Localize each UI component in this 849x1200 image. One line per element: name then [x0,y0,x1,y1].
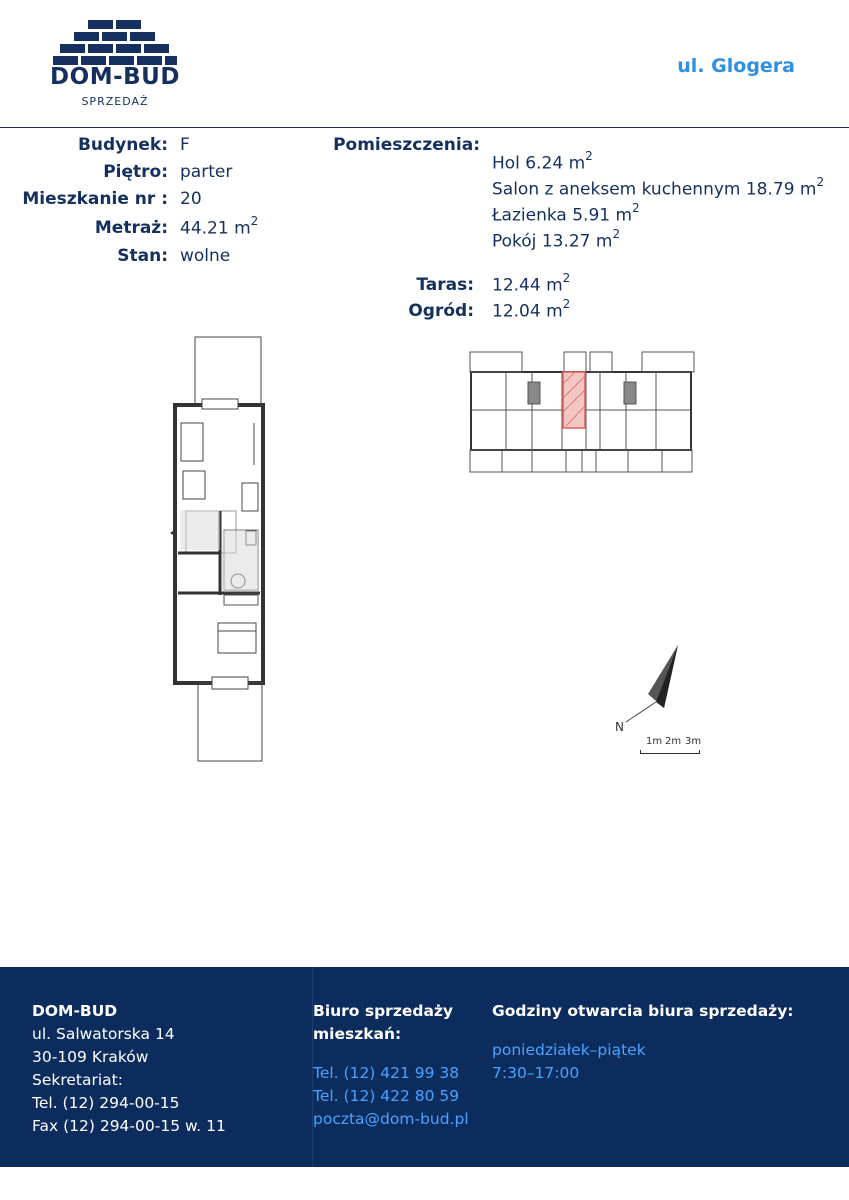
header-divider [0,127,849,128]
footer-fax: Fax (12) 294-00-15 w. 11 [32,1117,226,1135]
scale-label-3m: 3m [685,736,702,747]
scale-bar [640,736,700,758]
footer-secretariat-label: Sekretariat: [32,1071,123,1089]
footer-address-1: ul. Salwatorska 14 [32,1025,175,1043]
scale-line [640,750,700,754]
terrace-label: Taras: [416,275,474,295]
sales-phone-2[interactable]: Tel. (12) 422 80 59 [313,1087,460,1105]
sales-office-title-2: mieszkań: [313,1025,402,1043]
hours-title: Godziny otwarcia biura sprzedaży: [492,1002,794,1020]
scale-label-2m: 2m [665,736,682,747]
logo-subtitle: SPRZEDAŻ [81,95,149,108]
footer-company-name: DOM-BUD [32,1002,118,1020]
room-hol: Hol 6.24 $m^2$ [492,149,593,174]
company-logo[interactable] [40,18,190,113]
apartment-floor-plan [160,335,280,765]
footer-address-2: 30-109 Kraków [32,1048,149,1066]
area-value: 44.21 $m^2$ [180,214,259,239]
rooms-label: Pomieszczenia: [333,135,480,155]
apartment-label: Mieszkanie nr : [22,189,168,209]
room-salon: Salon z aneksem kuchennym 18.79 $m^2$ [492,175,825,200]
garden-value: 12.04 $m^2$ [492,297,571,322]
street-name: ul. Glogera [677,55,795,77]
logo-text: DOM-BUD [50,64,180,90]
hours-time: 7:30–17:00 [492,1064,580,1082]
sales-office-title-1: Biuro sprzedaży [313,1002,454,1020]
footer-phone[interactable]: Tel. (12) 294-00-15 [32,1094,180,1112]
north-label: N [615,720,624,734]
floor-label: Piętro: [103,162,168,182]
sales-phone-1[interactable]: Tel. (12) 421 99 38 [313,1064,460,1082]
scale-label-1m: 1m [646,736,663,747]
status-label: Stan: [117,246,168,266]
floor-value: parter [180,162,233,182]
area-label: Metraż: [94,218,168,238]
building-key-plan [466,350,696,475]
apartment-value: 20 [180,189,202,209]
footer [0,967,849,1167]
room-lazienka: Łazienka 5.91 $m^2$ [492,201,640,226]
brick-wall-icon [40,18,190,66]
hours-days: poniedziałek–piątek [492,1041,646,1059]
building-value: F [180,135,190,155]
building-label: Budynek: [77,135,168,155]
sales-email-link[interactable]: poczta@dom-bud.pl [313,1110,469,1128]
garden-label: Ogród: [408,301,474,321]
terrace-value: 12.44 $m^2$ [492,271,571,296]
room-pokoj: Pokój 13.27 $m^2$ [492,227,621,252]
status-value: wolne [180,246,231,266]
